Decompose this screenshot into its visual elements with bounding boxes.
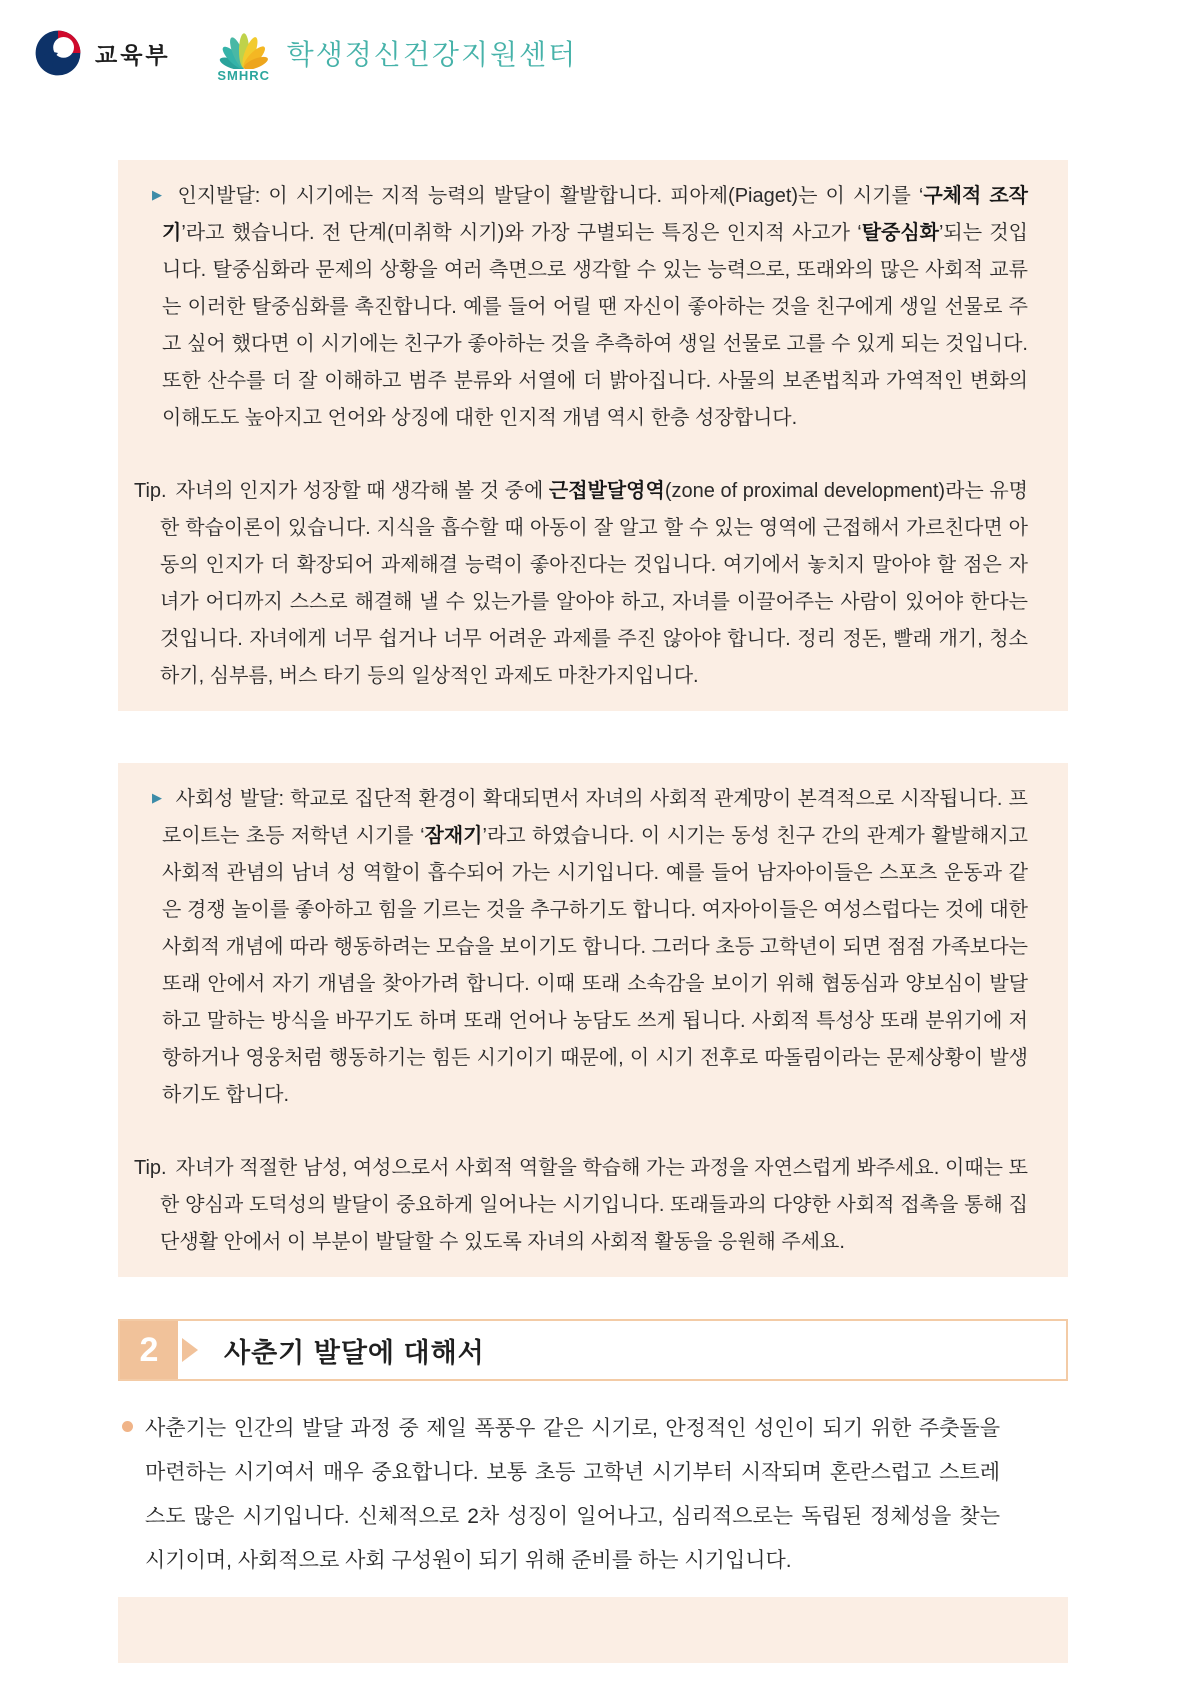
puberty-paragraph	[122, 1407, 1000, 1583]
cognitive-development-paragraph	[134, 176, 1028, 437]
smhrc-name: 학생정신건강지원센터	[286, 38, 578, 70]
social-tip-text: 자녀가 적절한 남성, 여성으로서 사회적 역할을 학습해 가는 과정을 자연스럽게 봐주세요. 이때는 또한 양심과 도덕성의 발달이 중요하게 일어나는 시기입니다. 또래들과의 다양한 사회적 접촉을 통해 집단생활 안에서 이 부분이 발달할 수 있도록 자녀의 사회적 활동을 응원해 주세요.	[160, 1157, 1028, 1253]
tip-label: Tip.	[134, 480, 167, 502]
section-number-badge: 2	[120, 1321, 178, 1379]
tip-label: Tip.	[134, 1157, 167, 1179]
cognitive-development-tip	[134, 473, 1028, 695]
smhrc-mark	[211, 25, 277, 82]
chevron-right-icon	[182, 1338, 198, 1362]
header	[0, 0, 1190, 84]
smhrc-flower-icon	[211, 25, 277, 69]
cognitive-tip-text: 자녀의 인지가 성장할 때 생각해 볼 것 중에 근접발달영역(zone of proximal development)라는 유명한 학습이론이 있습니다. 지식을 흡수할 때 아동이 잘 알고 할 수 있는 영역에 근접해서 가르친다면 아동의 인지가 더 확장되어 과제해결 능력이 좋아진다는 것입니다. 여기에서 놓치지 말아야 할 점은 자녀가 어디까지 스스로 해결해 낼 수 있는가를 알아야 하고, 자녀를 이끌어주는 사람이 있어야 한다는 것입니다. 자녀에게 너무 쉽거나 너무 어려운 과제를 주진 않아야 합니다. 정리 정돈, 빨래 개기, 청소하기, 심부름, 버스 타기 등의 일상적인 과제도 마찬가지입니다.	[160, 480, 1028, 687]
moe-taegeuk-icon	[34, 29, 82, 77]
section-2-header	[118, 1319, 1068, 1381]
social-paragraph-text: 사회성 발달: 학교로 집단적 환경이 확대되면서 자녀의 사회적 관계망이 본격적으로 시작됩니다. 프로이트는 초등 저학년 시기를 ‘잠재기’라고 하였습니다. 이 시기는 동성 친구 간의 관계가 활발해지고 사회적 관념의 남녀 성 역할이 흡수되어 가는 시기입니다. 예를 들어 남자아이들은 스포츠 운동과 같은 경쟁 놀이를 좋아하고 힘을 기르는 것을 추구하기도 합니다. 여자아이들은 여성스럽다는 것에 대한 사회적 개념에 따라 행동하려는 모습을 보이기도 합니다. 그러다 초등 고학년이 되면 점점 가족보다는 또래 안에서 자기 개념을 찾아가려 합니다. 이때 또래 소속감을 보이기 위해 협동심과 양보심이 발달하고 말하는 방식을 바꾸기도 하며 또래 언어나 농담도 쓰게 됩니다. 사회적 특성상 또래 분위기에 저항하거나 영웅처럼 행동하기는 힘든 시기이기 때문에, 이 시기 전후로 따돌림이라는 문제상황이 발생하기도 합니다.	[162, 788, 1028, 1106]
social-development-box	[118, 763, 1068, 1277]
dot-bullet-icon	[122, 1421, 133, 1432]
next-content-box-partial	[118, 1597, 1068, 1663]
moe-logo	[34, 29, 171, 77]
puberty-text: 사춘기는 인간의 발달 과정 중 제일 폭풍우 같은 시기로, 안정적인 성인이 되기 위한 주춧돌을 마련하는 시기여서 매우 중요합니다. 보통 초등 고학년 시기부터 시작되며 혼란스럽고 스트레스도 많은 시기입니다. 신체적으로 2차 성징이 일어나고, 심리적으로는 독립된 정체성을 찾는 시기이며, 사회적으로 사회 구성원이 되기 위해 준비를 하는 시기입니다.	[145, 1417, 1000, 1572]
social-development-tip	[134, 1150, 1028, 1261]
triangle-bullet-icon: ▶	[152, 790, 163, 805]
triangle-bullet-icon: ▶	[152, 187, 165, 202]
section-title: 사춘기 발달에 대해서	[224, 1337, 485, 1368]
social-development-paragraph	[134, 779, 1028, 1114]
cognitive-development-box	[118, 160, 1068, 711]
moe-label: 교육부	[95, 41, 171, 68]
smhrc-acronym: SMHRC	[217, 67, 270, 83]
smhrc-logo	[211, 25, 577, 82]
cognitive-paragraph-text: 인지발달: 이 시기에는 지적 능력의 발달이 활발합니다. 피아제(Piaget)는 이 시기를 ‘구체적 조작기’라고 했습니다. 전 단계(미취학 시기)와 가장 구별되는 특징은 인지적 사고가 ‘탈중심화’되는 것입니다. 탈중심화라 문제의 상황을 여러 측면으로 생각할 수 있는 능력으로, 또래와의 많은 사회적 교류는 이러한 탈중심화를 촉진합니다. 예를 들어 어릴 땐 자신이 좋아하는 것을 친구에게 생일 선물로 주고 싶어 했다면 이 시기에는 친구가 좋아하는 것을 추측하여 생일 선물로 고를 수 있게 되는 것입니다. 또한 산수를 더 잘 이해하고 범주 분류와 서열에 더 밝아집니다. 사물의 보존법칙과 가역적인 변화의 이해도도 높아지고 언어와 상징에 대한 인지적 개념 역시 한층 성장합니다.	[162, 185, 1028, 429]
